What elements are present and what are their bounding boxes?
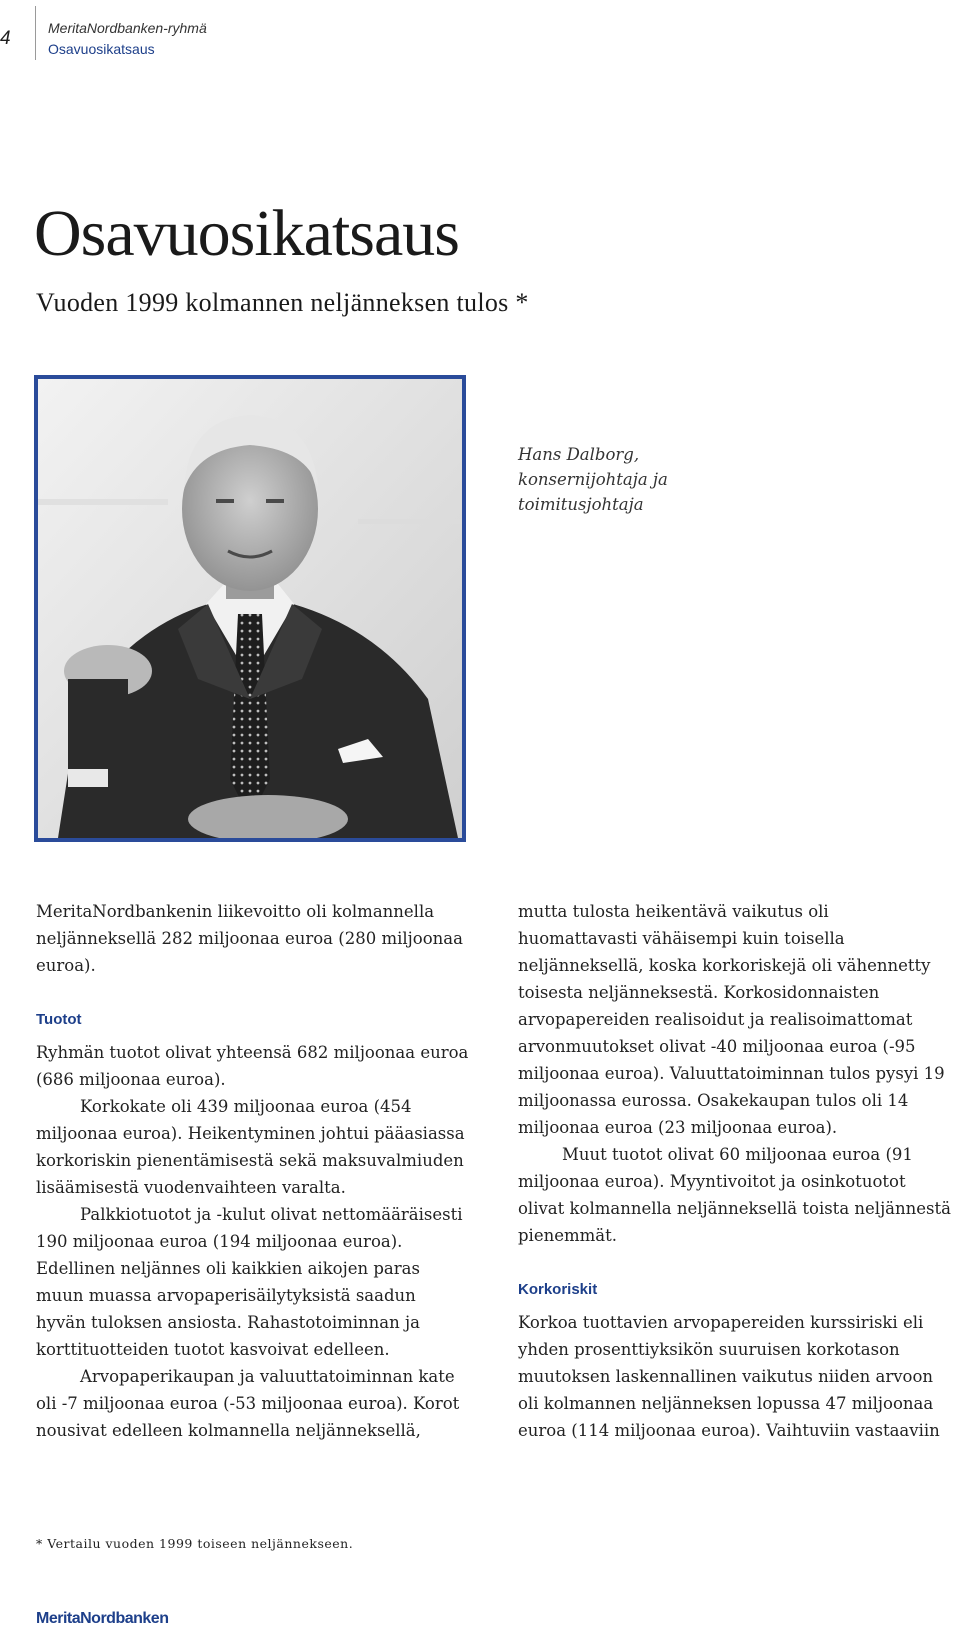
page-number: 4: [0, 28, 11, 49]
paragraph: Korkokate oli 439 miljoonaa euroa (454 miljoonaa euroa). Heikentyminen johtui pääasiassa korkoriskin pienentämisestä sekä maksuvalmiuden lisäämisestä vuodenvaihteen varalta.: [36, 1097, 465, 1197]
header-section-name: Osavuosikatsaus: [48, 41, 155, 57]
body-column-right: [518, 898, 952, 1444]
section-heading: Korkoriskit: [518, 1281, 598, 1298]
footnote: * Vertailu vuoden 1999 toiseen neljännekseen.: [36, 1536, 354, 1551]
page-subtitle: Vuoden 1999 kolmannen neljänneksen tulos *: [36, 288, 529, 317]
paragraph: Korkoa tuottavien arvopapereiden kurssiriski eli yhden prosenttiyksikön suuruisen korkotason muutoksen laskennallinen vaikutus niiden arvoon oli kolmannen neljänneksen lopussa 47 miljoonaa euroa (114 miljoonaa euroa). Vaihtuviin vastaaviin: [518, 1313, 940, 1440]
paragraph: mutta tulosta heikentävä vaikutus oli huomattavasti vähäisempi kuin toisella neljänneksellä, koska korkoriskejä oli vähennetty toisesta neljänneksestä. Korkosidonnaisten arvopapereiden realisoidut ja realisoimattomat arvonmuutokset olivat -40 miljoonaa euroa (-95 miljoonaa euroa). Valuuttatoiminnan tulos pysyi 19 miljoonassa eurossa. Osakekaupan tulos oli 14 miljoonaa euroa (23 miljoonaa euroa).: [518, 902, 945, 1137]
photo-caption: [518, 442, 668, 517]
portrait-photo: [34, 375, 466, 842]
caption-line: toimitusjohtaja: [518, 495, 644, 514]
paragraph: MeritaNordbankenin liikevoitto oli kolmannella neljänneksellä 282 miljoonaa euroa (280 miljoonaa euroa).: [36, 902, 463, 975]
paragraph: Palkkiotuotot ja -kulut olivat nettomääräisesti 190 miljoonaa euroa (194 miljoonaa euroa). Edellinen neljännes oli kaikkien aikojen paras muun muassa arvopaperisäilytyksistä saadun hyvän tuloksen ansiosta. Rahastotoiminnan ja korttituotteiden tuotot kasvoivat edelleen.: [36, 1205, 463, 1359]
paragraph: Muut tuotot olivat 60 miljoonaa euroa (91 miljoonaa euroa). Myyntivoitot ja osinkotuotot olivat kolmannella neljänneksellä toista neljännestä pienemmät.: [518, 1145, 951, 1245]
bank-logo: MeritaNordbanken: [36, 1610, 169, 1627]
body-column-left: [36, 898, 470, 1444]
portrait-illustration: [38, 379, 462, 838]
header-divider: [35, 6, 36, 60]
caption-line: Hans Dalborg,: [518, 445, 640, 464]
caption-line: konsernijohtaja ja: [518, 470, 668, 489]
page-title: Osavuosikatsaus: [34, 197, 459, 270]
section-heading: Tuotot: [36, 1011, 82, 1028]
paragraph: Ryhmän tuotot olivat yhteensä 682 miljoonaa euroa (686 miljoonaa euroa).: [36, 1043, 469, 1089]
header-group-name: MeritaNordbanken-ryhmä: [48, 20, 207, 36]
paragraph: Arvopaperikaupan ja valuuttatoiminnan kate oli -7 miljoonaa euroa (-53 miljoonaa euroa). Korot nousivat edelleen kolmannella neljänneksellä,: [36, 1367, 460, 1440]
